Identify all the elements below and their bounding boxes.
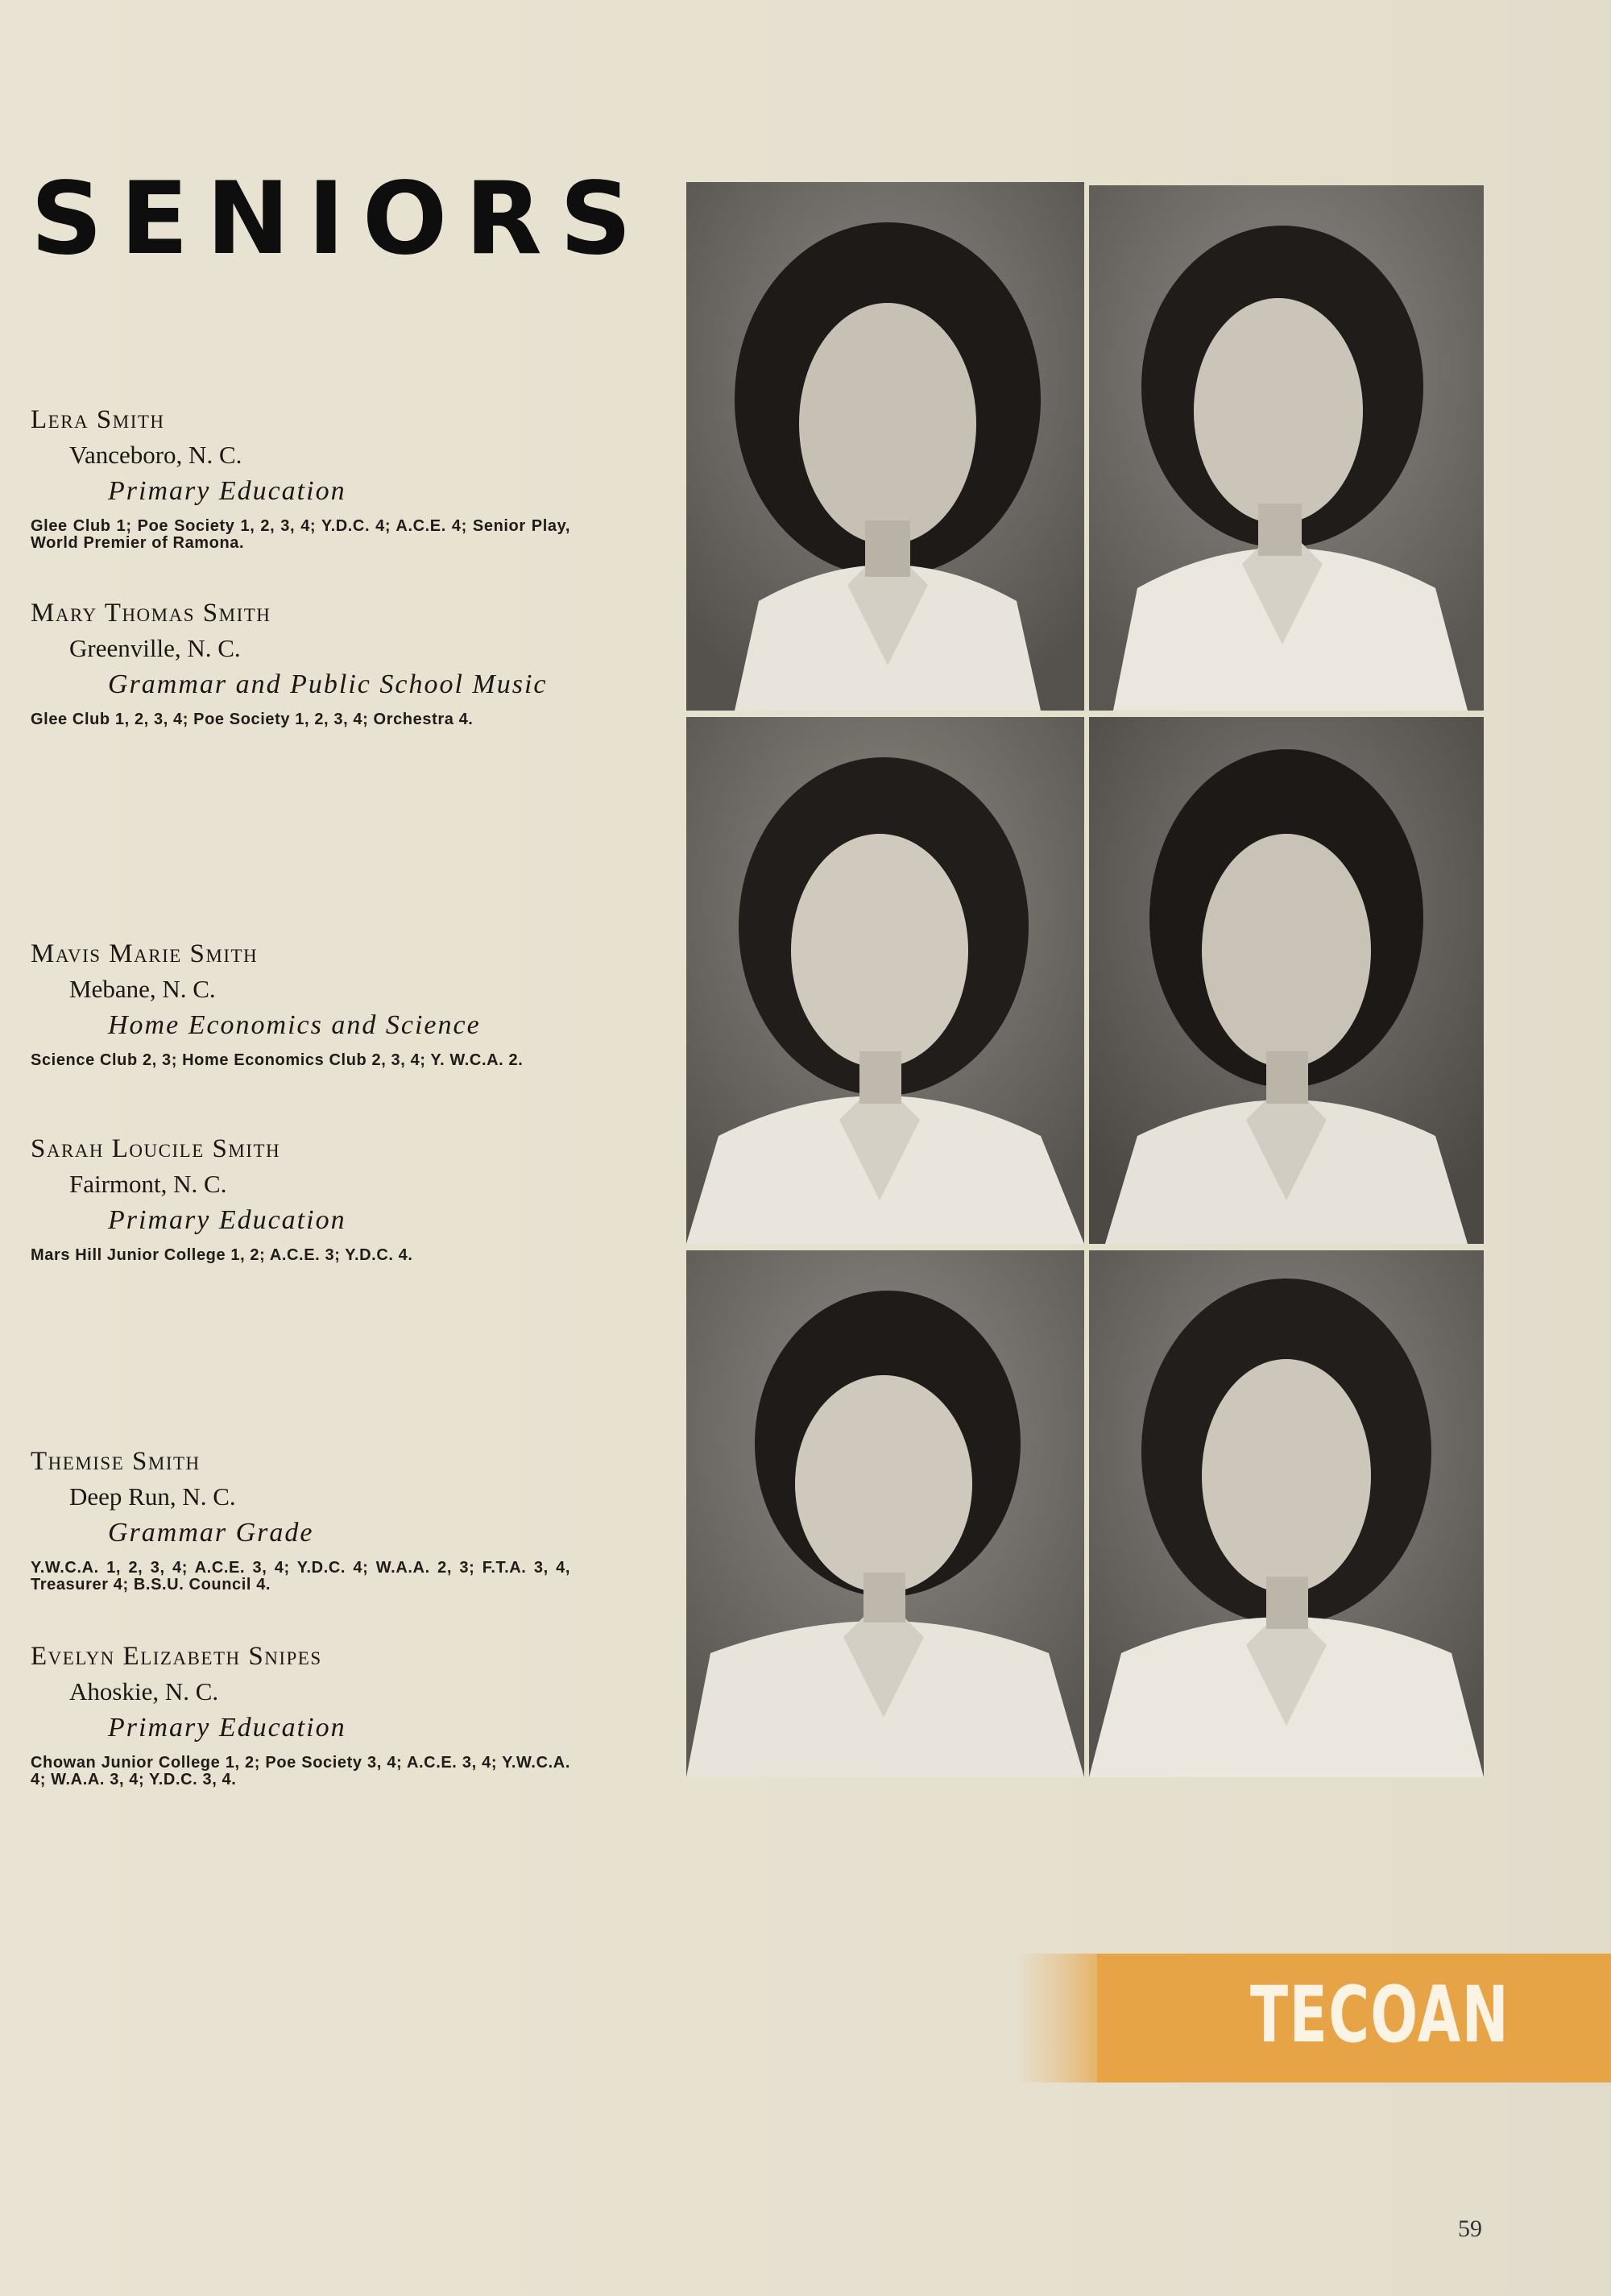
portrait-image xyxy=(1089,717,1484,1244)
senior-entry xyxy=(31,598,570,728)
senior-hometown: Mebane, N. C. xyxy=(69,974,216,1003)
senior-activities: Y.W.C.A. 1, 2, 3, 4; A.C.E. 3, 4; Y.D.C. 4; W.A.A. 2, 3; F.T.A. 3, 4, Treasurer 4; B.S.U. Council 4. xyxy=(31,1559,570,1594)
portrait-photo xyxy=(686,182,1084,711)
senior-entry xyxy=(31,1446,570,1594)
portrait-photo xyxy=(1089,1250,1484,1777)
portrait-image xyxy=(686,182,1084,711)
banner-title: TECOAN xyxy=(1250,1970,1510,2060)
senior-entry xyxy=(31,939,570,1069)
senior-name: Mary Thomas Smith xyxy=(31,599,271,628)
senior-major: Primary Education xyxy=(108,475,346,506)
tecoan-banner xyxy=(1017,1954,1611,2083)
senior-hometown: Deep Run, N. C. xyxy=(69,1482,236,1511)
senior-hometown: Vanceboro, N. C. xyxy=(69,440,242,469)
senior-entry xyxy=(31,1641,570,1788)
senior-hometown: Greenville, N. C. xyxy=(69,633,241,662)
portrait-image xyxy=(1089,1250,1484,1777)
senior-major: Home Economics and Science xyxy=(108,1009,481,1040)
senior-name: Mavis Marie Smith xyxy=(31,939,259,968)
portrait-image xyxy=(686,717,1084,1244)
portrait-photo xyxy=(1089,717,1484,1244)
senior-name: Sarah Loucile Smith xyxy=(31,1134,281,1163)
page-title: SENIORS xyxy=(31,161,650,277)
banner-fade-edge xyxy=(1017,1954,1129,2083)
senior-activities: Glee Club 1, 2, 3, 4; Poe Society 1, 2, 3, 4; Orchestra 4. xyxy=(31,711,474,729)
senior-name: Themise Smith xyxy=(31,1447,201,1476)
senior-hometown: Fairmont, N. C. xyxy=(69,1169,227,1198)
senior-entry xyxy=(31,1133,570,1264)
senior-name: Evelyn Elizabeth Snipes xyxy=(31,1642,322,1671)
page-number: 59 xyxy=(1458,2215,1482,2242)
portrait-grid xyxy=(686,182,1484,1777)
senior-major: Grammar and Public School Music xyxy=(108,669,548,699)
senior-entry xyxy=(31,404,570,552)
senior-name: Lera Smith xyxy=(31,405,165,434)
portrait-photo xyxy=(686,717,1084,1244)
portrait-image xyxy=(1089,185,1484,711)
portrait-photo xyxy=(686,1250,1084,1777)
senior-major: Grammar Grade xyxy=(108,1517,314,1548)
portrait-image xyxy=(686,1250,1084,1777)
senior-activities: Chowan Junior College 1, 2; Poe Society 3, 4; A.C.E. 3, 4; Y.W.C.A. 4; W.A.A. 3, 4; Y.D.C. 3, 4. xyxy=(31,1754,570,1789)
senior-major: Primary Education xyxy=(108,1712,346,1743)
senior-hometown: Ahoskie, N. C. xyxy=(69,1676,219,1705)
senior-activities: Science Club 2, 3; Home Economics Club 2, 3, 4; Y. W.C.A. 2. xyxy=(31,1051,524,1070)
portrait-photo xyxy=(1089,185,1484,711)
senior-activities: Glee Club 1; Poe Society 1, 2, 3, 4; Y.D.C. 4; A.C.E. 4; Senior Play, World Premier of Ramona. xyxy=(31,517,570,553)
senior-activities: Mars Hill Junior College 1, 2; A.C.E. 3; Y.D.C. 4. xyxy=(31,1246,413,1265)
senior-major: Primary Education xyxy=(108,1204,346,1235)
